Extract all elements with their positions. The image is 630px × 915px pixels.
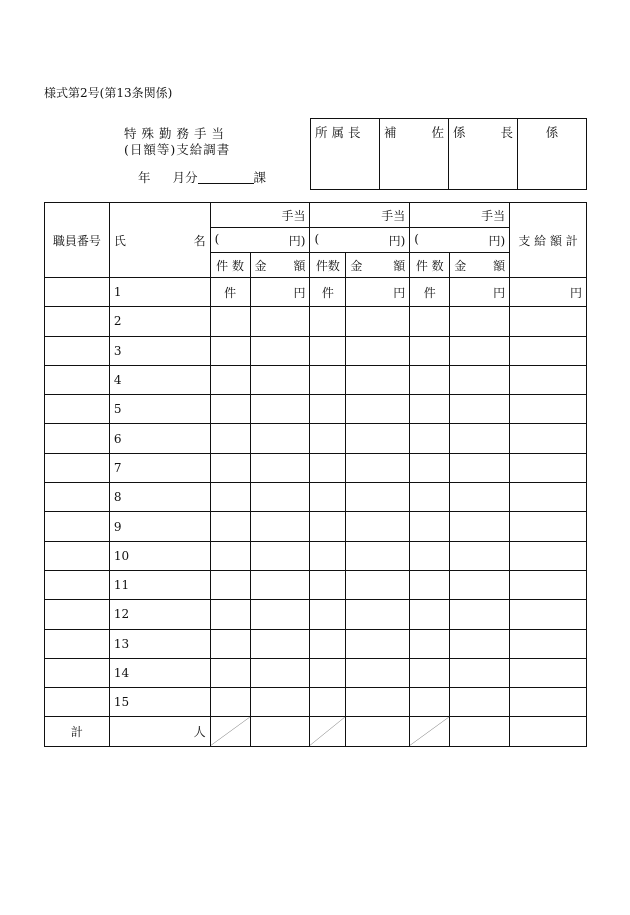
count-3-cell[interactable]: [410, 570, 450, 599]
amount-1-cell[interactable]: [250, 307, 310, 336]
stamp-cell-director[interactable]: 所 属 長: [311, 119, 380, 190]
month-label: 月分: [172, 170, 198, 185]
amount-3-cell[interactable]: [450, 483, 510, 512]
total-cell[interactable]: [510, 570, 587, 599]
unit-label: 件: [224, 285, 237, 300]
stamp-cell-staff[interactable]: 係: [518, 119, 587, 190]
count-3-cell[interactable]: [410, 278, 450, 307]
staff-no-cell[interactable]: [45, 629, 110, 658]
count-1-cell[interactable]: [210, 629, 250, 658]
year-label: 年: [138, 170, 151, 185]
name-cell[interactable]: [109, 570, 210, 599]
count-1-cell[interactable]: [210, 688, 250, 717]
amount-3-cell[interactable]: [450, 307, 510, 336]
amount-3-cell[interactable]: [450, 365, 510, 394]
row-number: 8: [113, 490, 122, 505]
amount-1-cell[interactable]: [250, 600, 310, 629]
total-persons[interactable]: 人: [109, 717, 210, 746]
total-label: 計: [45, 717, 110, 746]
amount-3-cell[interactable]: [450, 541, 510, 570]
staff-no-cell[interactable]: [45, 512, 110, 541]
total-cell[interactable]: [510, 483, 587, 512]
amount-3-cell[interactable]: [450, 424, 510, 453]
count-2-cell[interactable]: [310, 307, 346, 336]
table-row: [45, 512, 587, 541]
total-amount-3[interactable]: [450, 717, 510, 746]
name-cell[interactable]: [109, 395, 210, 424]
row-number: 3: [113, 343, 122, 358]
total-count-1-slashed: [210, 717, 250, 746]
count-2-cell[interactable]: [310, 365, 346, 394]
amount-2-cell[interactable]: [346, 307, 410, 336]
table-row: [45, 629, 587, 658]
staff-no-cell[interactable]: [45, 600, 110, 629]
total-cell[interactable]: [510, 395, 587, 424]
stamp-cell-assistant[interactable]: 補 佐: [380, 119, 449, 190]
amount-1-cell[interactable]: [250, 395, 310, 424]
total-grand[interactable]: [510, 717, 587, 746]
amount-1-cell[interactable]: [250, 512, 310, 541]
name-cell[interactable]: [109, 424, 210, 453]
amount-3-cell[interactable]: [450, 629, 510, 658]
count-3-cell[interactable]: [410, 483, 450, 512]
unit-label: 円: [393, 285, 406, 300]
total-cell[interactable]: [510, 307, 587, 336]
count-1-cell[interactable]: [210, 278, 250, 307]
table-row: [45, 483, 587, 512]
count-3-cell[interactable]: [410, 658, 450, 687]
amount-3-cell[interactable]: [450, 453, 510, 482]
row-number: 15: [113, 695, 130, 710]
count-3-cell[interactable]: [410, 395, 450, 424]
name-cell[interactable]: [109, 336, 210, 365]
amount-2-cell[interactable]: [346, 570, 410, 599]
name-cell[interactable]: [109, 453, 210, 482]
row-number: 4: [113, 373, 122, 388]
row-number: 9: [113, 519, 122, 534]
header-allowance-2: 手当: [310, 203, 410, 228]
total-cell[interactable]: [510, 512, 587, 541]
table-body: [45, 278, 587, 717]
unit-label: 円: [569, 285, 582, 300]
header-amount-3: 金 額: [450, 253, 510, 278]
count-3-cell[interactable]: [410, 365, 450, 394]
amount-3-cell[interactable]: [450, 336, 510, 365]
table-row: [45, 541, 587, 570]
amount-3-cell[interactable]: [450, 512, 510, 541]
name-cell[interactable]: [109, 600, 210, 629]
amount-2-cell[interactable]: [346, 336, 410, 365]
row-number: 11: [113, 578, 130, 593]
header-allowance-3: 手当: [410, 203, 510, 228]
total-cell[interactable]: [510, 658, 587, 687]
total-cell[interactable]: [510, 365, 587, 394]
amount-2-cell[interactable]: [346, 453, 410, 482]
amount-2-cell[interactable]: [346, 658, 410, 687]
section-blank[interactable]: [198, 171, 254, 184]
section-label: 課: [253, 170, 267, 185]
amount-2-cell[interactable]: [346, 483, 410, 512]
row-number: 14: [113, 666, 130, 680]
table-row: [45, 424, 587, 453]
count-2-cell[interactable]: [310, 629, 346, 658]
count-3-cell[interactable]: [410, 629, 450, 658]
amount-3-cell[interactable]: [450, 658, 510, 687]
form-subtitle: (日額等)支給調書: [124, 142, 231, 157]
count-3-cell[interactable]: [410, 512, 450, 541]
amount-1-cell[interactable]: [250, 688, 310, 717]
header-count-1: 件 数: [210, 253, 250, 278]
count-1-cell[interactable]: [210, 365, 250, 394]
name-cell[interactable]: [109, 629, 210, 658]
count-2-cell[interactable]: [310, 541, 346, 570]
staff-no-cell[interactable]: [45, 424, 110, 453]
amount-2-cell[interactable]: [346, 541, 410, 570]
header-allowance-1: 手当: [210, 203, 310, 228]
count-3-cell[interactable]: [410, 307, 450, 336]
staff-no-cell[interactable]: [45, 307, 110, 336]
total-cell[interactable]: [510, 600, 587, 629]
table-row: [45, 658, 587, 687]
name-cell[interactable]: [109, 512, 210, 541]
amount-1-cell[interactable]: [250, 658, 310, 687]
header-amount-1: 金 額: [250, 253, 310, 278]
count-2-cell[interactable]: [310, 570, 346, 599]
amount-1-cell[interactable]: [250, 336, 310, 365]
total-cell[interactable]: [510, 424, 587, 453]
staff-no-cell[interactable]: [45, 658, 110, 687]
name-cell[interactable]: [109, 541, 210, 570]
amount-3-cell[interactable]: [450, 395, 510, 424]
amount-3-cell[interactable]: [450, 600, 510, 629]
form-number: 様式第2号(第13条関係): [44, 86, 173, 100]
row-number: 5: [113, 402, 122, 417]
staff-no-cell[interactable]: [45, 365, 110, 394]
amount-3-cell[interactable]: [450, 688, 510, 717]
header-count-3: 件 数: [410, 253, 450, 278]
table-row: [45, 395, 587, 424]
unit-label: 件: [423, 285, 436, 300]
amount-1-cell[interactable]: [250, 453, 310, 482]
amount-1-cell[interactable]: [250, 629, 310, 658]
count-2-cell[interactable]: [310, 658, 346, 687]
name-cell[interactable]: [109, 688, 210, 717]
amount-2-cell[interactable]: [346, 629, 410, 658]
header-name: 氏 名: [109, 203, 210, 278]
count-3-cell[interactable]: [410, 541, 450, 570]
amount-2-cell[interactable]: [346, 365, 410, 394]
total-cell[interactable]: [510, 278, 587, 307]
row-number: 2: [113, 314, 122, 329]
count-2-cell[interactable]: [310, 453, 346, 482]
count-3-cell[interactable]: [410, 453, 450, 482]
table-row: [45, 688, 587, 717]
total-cell[interactable]: [510, 541, 587, 570]
amount-2-cell[interactable]: [346, 395, 410, 424]
amount-3-cell[interactable]: [450, 278, 510, 307]
amount-1-cell[interactable]: [250, 278, 310, 307]
amount-2-cell[interactable]: [346, 512, 410, 541]
total-cell[interactable]: [510, 688, 587, 717]
count-2-cell[interactable]: [310, 483, 346, 512]
staff-no-cell[interactable]: [45, 453, 110, 482]
count-3-cell[interactable]: [410, 336, 450, 365]
count-2-cell[interactable]: [310, 600, 346, 629]
total-count-2-slashed: [310, 717, 346, 746]
name-cell[interactable]: [109, 365, 210, 394]
stamp-cell-chief[interactable]: 係 長: [449, 119, 518, 190]
count-1-cell[interactable]: [210, 570, 250, 599]
count-1-cell[interactable]: [210, 658, 250, 687]
staff-no-cell[interactable]: [45, 483, 110, 512]
amount-1-cell[interactable]: [250, 365, 310, 394]
header-staff-no: 職員番号: [45, 203, 110, 278]
total-amount-2[interactable]: [346, 717, 410, 746]
name-cell[interactable]: [109, 307, 210, 336]
count-3-cell[interactable]: [410, 424, 450, 453]
row-number: 10: [113, 548, 130, 563]
table-row: [45, 570, 587, 599]
count-2-cell[interactable]: [310, 512, 346, 541]
count-3-cell[interactable]: [410, 688, 450, 717]
table-row: [45, 365, 587, 394]
count-1-cell[interactable]: [210, 483, 250, 512]
count-1-cell[interactable]: [210, 336, 250, 365]
amount-2-cell[interactable]: [346, 278, 410, 307]
row-number: 7: [113, 460, 122, 475]
count-2-cell[interactable]: [310, 336, 346, 365]
table-row: [45, 307, 587, 336]
row-number: 6: [113, 431, 122, 446]
count-1-cell[interactable]: [210, 600, 250, 629]
count-1-cell[interactable]: [210, 395, 250, 424]
count-2-cell[interactable]: [310, 395, 346, 424]
total-cell[interactable]: [510, 629, 587, 658]
count-1-cell[interactable]: [210, 307, 250, 336]
amount-2-cell[interactable]: [346, 600, 410, 629]
rate-1[interactable]: ( 円): [210, 228, 310, 253]
name-cell[interactable]: [109, 483, 210, 512]
amount-1-cell[interactable]: [250, 541, 310, 570]
rate-2[interactable]: ( 円): [310, 228, 410, 253]
total-amount-1[interactable]: [250, 717, 310, 746]
count-1-cell[interactable]: [210, 541, 250, 570]
form-title: 特殊勤務手当: [124, 126, 230, 141]
unit-label: 円: [293, 285, 306, 300]
staff-no-cell[interactable]: [45, 336, 110, 365]
staff-no-cell[interactable]: [45, 570, 110, 599]
count-2-cell[interactable]: [310, 424, 346, 453]
table-row: [45, 278, 587, 307]
unit-label: 円: [493, 285, 506, 300]
amount-1-cell[interactable]: [250, 424, 310, 453]
rate-3[interactable]: ( 円): [410, 228, 510, 253]
unit-label: 件: [321, 285, 334, 300]
table-row: [45, 336, 587, 365]
staff-no-cell[interactable]: [45, 688, 110, 717]
amount-1-cell[interactable]: [250, 570, 310, 599]
count-1-cell[interactable]: [210, 512, 250, 541]
row-number: 12: [113, 607, 130, 622]
staff-no-cell[interactable]: [45, 278, 110, 307]
staff-no-cell[interactable]: [45, 395, 110, 424]
table-row: [45, 453, 587, 482]
row-number: 1: [113, 285, 122, 300]
header-total-amount: 支 給 額 計: [510, 203, 587, 278]
period-line: [138, 168, 266, 186]
count-3-cell[interactable]: [410, 600, 450, 629]
count-2-cell[interactable]: [310, 688, 346, 717]
count-2-cell[interactable]: [310, 278, 346, 307]
amount-3-cell[interactable]: [450, 570, 510, 599]
count-1-cell[interactable]: [210, 424, 250, 453]
staff-no-cell[interactable]: [45, 541, 110, 570]
row-number: 13: [113, 636, 130, 651]
name-cell[interactable]: [109, 658, 210, 687]
count-1-cell[interactable]: [210, 453, 250, 482]
total-cell[interactable]: [510, 336, 587, 365]
header-amount-2: 金 額: [346, 253, 410, 278]
payment-table: [44, 202, 587, 747]
amount-2-cell[interactable]: [346, 424, 410, 453]
header-count-2: 件数: [310, 253, 346, 278]
amount-1-cell[interactable]: [250, 483, 310, 512]
total-cell[interactable]: [510, 453, 587, 482]
approval-stamp-table: [310, 118, 587, 190]
name-cell[interactable]: [109, 278, 210, 307]
table-row: [45, 600, 587, 629]
amount-2-cell[interactable]: [346, 688, 410, 717]
total-count-3-slashed: [410, 717, 450, 746]
